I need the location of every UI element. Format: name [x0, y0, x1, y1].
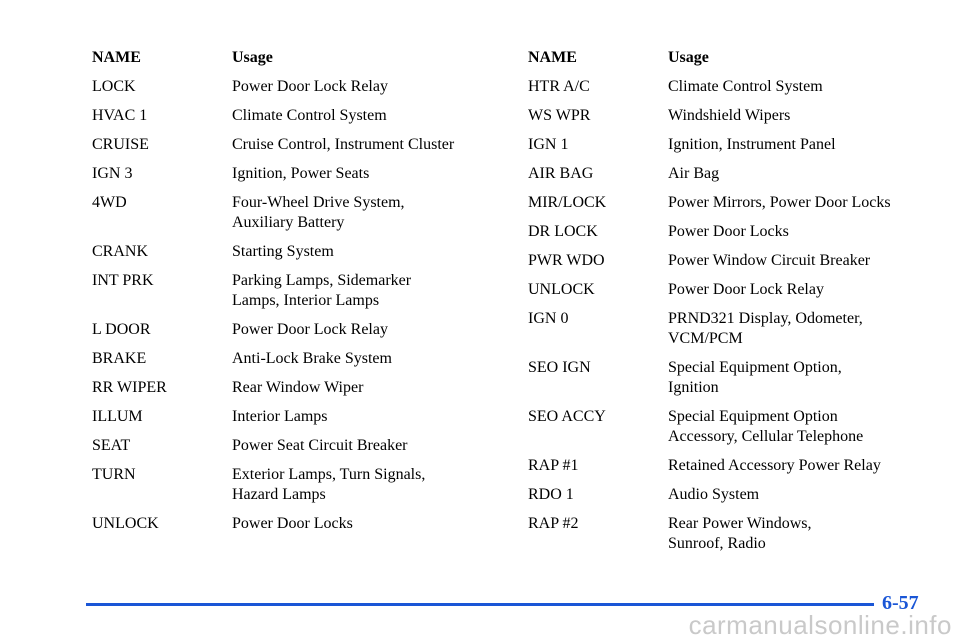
- fuse-name: ILLUM: [92, 408, 143, 425]
- fuse-name: BRAKE: [92, 350, 147, 367]
- fuse-name: UNLOCK: [92, 515, 159, 532]
- usage-line: Starting System: [232, 243, 334, 260]
- table-row: [92, 407, 492, 427]
- header-name: NAME: [92, 49, 141, 66]
- usage-line: Parking Lamps, Sidemarker: [232, 272, 412, 289]
- fuse-usage: [668, 309, 948, 349]
- usage-line: Ignition, Power Seats: [232, 165, 370, 182]
- fuse-usage: [668, 77, 948, 97]
- fuse-name: IGN 1: [528, 136, 569, 153]
- usage-line: PRND321 Display, Odometer,: [668, 310, 863, 327]
- usage-line: VCM/PCM: [668, 330, 743, 347]
- usage-line: Climate Control System: [232, 107, 387, 124]
- usage-line: Rear Power Windows,: [668, 515, 812, 532]
- usage-line: Retained Accessory Power Relay: [668, 457, 881, 474]
- watermark-logo: carmanualsonline.info: [688, 610, 952, 640]
- fuse-name: INT PRK: [92, 272, 154, 289]
- usage-line: Cruise Control, Instrument Cluster: [232, 136, 455, 153]
- table-row: [528, 135, 948, 155]
- fuse-usage: [232, 135, 492, 155]
- fuse-name: CRUISE: [92, 136, 149, 153]
- table-row: [528, 407, 948, 447]
- fuse-name: AIR BAG: [528, 165, 594, 182]
- fuse-usage: [232, 242, 492, 262]
- fuse-usage: [232, 436, 492, 456]
- fuse-usage: [232, 271, 492, 311]
- usage-line: Air Bag: [668, 165, 720, 182]
- table-row: [528, 358, 948, 398]
- fuse-name: WS WPR: [528, 107, 591, 124]
- usage-line: Special Equipment Option,: [668, 359, 842, 376]
- fuse-usage: [232, 349, 492, 369]
- table-row: [92, 349, 492, 369]
- fuse-usage: [668, 164, 948, 184]
- table-row: [92, 106, 492, 126]
- table-row: [528, 193, 948, 213]
- fuse-usage: [668, 135, 948, 155]
- page-number: 6-57: [882, 592, 919, 614]
- usage-line: Anti-Lock Brake System: [232, 350, 392, 367]
- usage-line: Lamps, Interior Lamps: [232, 292, 380, 309]
- header-usage: Usage: [668, 49, 709, 66]
- usage-line: Power Window Circuit Breaker: [668, 252, 871, 269]
- fuse-usage: [232, 320, 492, 340]
- usage-line: Ignition: [668, 379, 719, 396]
- table-row: [528, 222, 948, 242]
- fuse-name: UNLOCK: [528, 281, 595, 298]
- fuse-name: SEAT: [92, 437, 131, 454]
- table-row: [528, 164, 948, 184]
- fuse-usage: [232, 514, 492, 534]
- fuse-usage: [232, 407, 492, 427]
- fuse-name: CRANK: [92, 243, 149, 260]
- usage-line: Climate Control System: [668, 78, 823, 95]
- fuse-usage: [668, 106, 948, 126]
- fuse-name: IGN 0: [528, 310, 569, 327]
- fuse-name: HTR A/C: [528, 78, 590, 95]
- fuse-usage: [668, 514, 948, 554]
- usage-line: Auxiliary Battery: [232, 214, 345, 231]
- table-row: [528, 106, 948, 126]
- table-row: [528, 280, 948, 300]
- usage-line: Power Door Lock Relay: [232, 78, 388, 95]
- header-name: NAME: [528, 49, 577, 66]
- fuse-name: MIR/LOCK: [528, 194, 607, 211]
- fuse-name: RAP #2: [528, 515, 579, 532]
- table-row: [528, 77, 948, 97]
- fuse-name: 4WD: [92, 194, 127, 211]
- fuse-table-left: [92, 48, 492, 543]
- table-header: [92, 48, 492, 68]
- fuse-usage: [668, 193, 948, 213]
- fuse-usage: [668, 485, 948, 505]
- fuse-name: RDO 1: [528, 486, 574, 503]
- fuse-usage: [668, 251, 948, 271]
- table-header: [528, 48, 948, 68]
- fuse-usage: [668, 358, 948, 398]
- fuse-name: LOCK: [92, 78, 136, 95]
- table-row: [92, 271, 492, 311]
- usage-line: Rear Window Wiper: [232, 379, 364, 396]
- usage-line: Power Seat Circuit Breaker: [232, 437, 408, 454]
- fuse-name: DR LOCK: [528, 223, 598, 240]
- usage-line: Special Equipment Option: [668, 408, 838, 425]
- fuse-name: L DOOR: [92, 321, 151, 338]
- usage-line: Exterior Lamps, Turn Signals,: [232, 466, 426, 483]
- usage-line: Power Mirrors, Power Door Locks: [668, 194, 891, 211]
- table-row: [92, 77, 492, 97]
- table-row: [528, 309, 948, 349]
- fuse-usage: [232, 378, 492, 398]
- usage-line: Sunroof, Radio: [668, 535, 766, 552]
- fuse-table-right: [528, 48, 948, 563]
- fuse-usage: [668, 407, 948, 447]
- usage-line: Power Door Locks: [668, 223, 789, 240]
- table-row: [528, 485, 948, 505]
- fuse-usage: [232, 77, 492, 97]
- fuse-name: IGN 3: [92, 165, 133, 182]
- usage-line: Interior Lamps: [232, 408, 328, 425]
- table-row: [92, 378, 492, 398]
- header-usage: Usage: [232, 49, 273, 66]
- fuse-name: SEO IGN: [528, 359, 591, 376]
- fuse-usage: [232, 106, 492, 126]
- usage-line: Power Door Lock Relay: [668, 281, 824, 298]
- usage-line: Four-Wheel Drive System,: [232, 194, 405, 211]
- footer-rule: [86, 603, 874, 606]
- usage-line: Ignition, Instrument Panel: [668, 136, 836, 153]
- table-row: [528, 251, 948, 271]
- fuse-usage: [232, 193, 492, 233]
- fuse-name: HVAC 1: [92, 107, 148, 124]
- fuse-name: TURN: [92, 466, 136, 483]
- table-row: [92, 242, 492, 262]
- table-row: [92, 164, 492, 184]
- usage-line: Power Door Lock Relay: [232, 321, 388, 338]
- table-row: [92, 514, 492, 534]
- usage-line: Hazard Lamps: [232, 486, 326, 503]
- fuse-usage: [668, 456, 948, 476]
- fuse-usage: [232, 465, 492, 505]
- fuse-usage: [668, 222, 948, 242]
- fuse-name: PWR WDO: [528, 252, 605, 269]
- usage-line: Windshield Wipers: [668, 107, 791, 124]
- usage-line: Audio System: [668, 486, 760, 503]
- table-row: [92, 320, 492, 340]
- table-row: [528, 514, 948, 554]
- fuse-usage: [232, 164, 492, 184]
- table-row: [92, 193, 492, 233]
- table-row: [92, 135, 492, 155]
- fuse-name: RAP #1: [528, 457, 579, 474]
- fuse-name: SEO ACCY: [528, 408, 606, 425]
- table-row: [92, 436, 492, 456]
- table-row: [528, 456, 948, 476]
- table-row: [92, 465, 492, 505]
- usage-line: Accessory, Cellular Telephone: [668, 428, 864, 445]
- fuse-usage: [668, 280, 948, 300]
- usage-line: Power Door Locks: [232, 515, 353, 532]
- fuse-name: RR WIPER: [92, 379, 167, 396]
